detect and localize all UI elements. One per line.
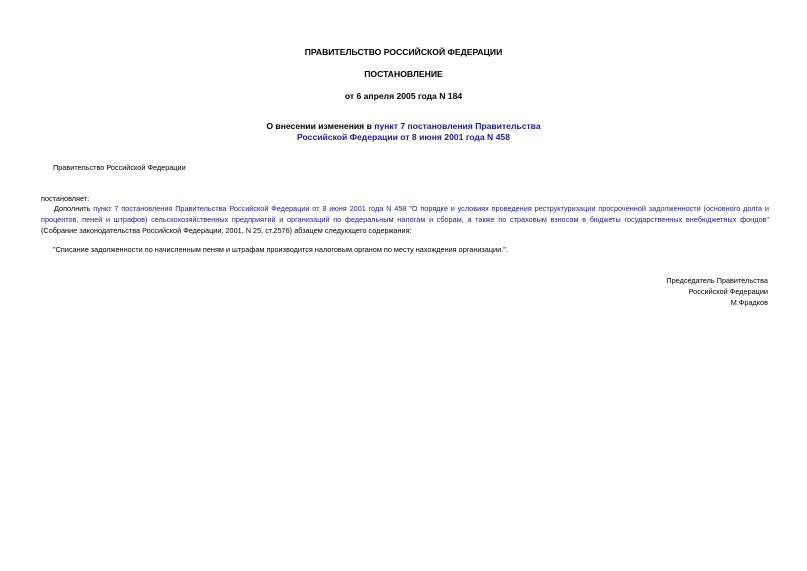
signature-block [666, 275, 768, 308]
issuer-text: Правительство Российской Федерации [53, 163, 186, 172]
signature-name: М.Фрадков [730, 298, 768, 307]
subject-link-line2[interactable]: Российской Федерации от 8 июня 2001 года N 458 [297, 132, 510, 142]
decrees-text: постановляет: [41, 194, 90, 203]
amendment-link[interactable]: пункт 7 постановления Правительства Российской Федерации от 8 июня 2001 года N 458 "О порядке и условиях проведения реструктуризации просроченной задолженности (основного долга и процентов, пеней и штрафов) сельскохозяйственных предприятий и организаций по федеральным налогам и сборам, а также по страховым взносам в бюджеты государственных внебюджетных фондов" [41, 204, 769, 224]
document-subject [0, 121, 807, 143]
subject-link-line1[interactable]: пункт 7 постановления Правительства [374, 121, 541, 131]
amendment-prefix: Дополнить [54, 204, 94, 213]
signature-position-line2: Российской Федерации [688, 287, 768, 296]
document-date-number: от 6 апреля 2005 года N 184 [344, 91, 463, 101]
subject-prefix: О внесении изменения в [266, 121, 375, 131]
amendment-quote: "Списание задолженности по начисленным пеням и штрафам производится налоговым органом по месту нахождения организации.". [53, 245, 508, 254]
document-type-heading: ПОСТАНОВЛЕНИЕ [364, 69, 443, 79]
government-heading: ПРАВИТЕЛЬСТВО РОССИЙСКОЙ ФЕДЕРАЦИИ [304, 47, 503, 57]
amendment-paragraph [41, 203, 769, 236]
amendment-suffix: (Собрание законодательства Российской Федерации, 2001, N 25, ст.2576) абзацем следующего содержания: [41, 226, 412, 235]
signature-position-line1: Председатель Правительства [666, 276, 768, 285]
